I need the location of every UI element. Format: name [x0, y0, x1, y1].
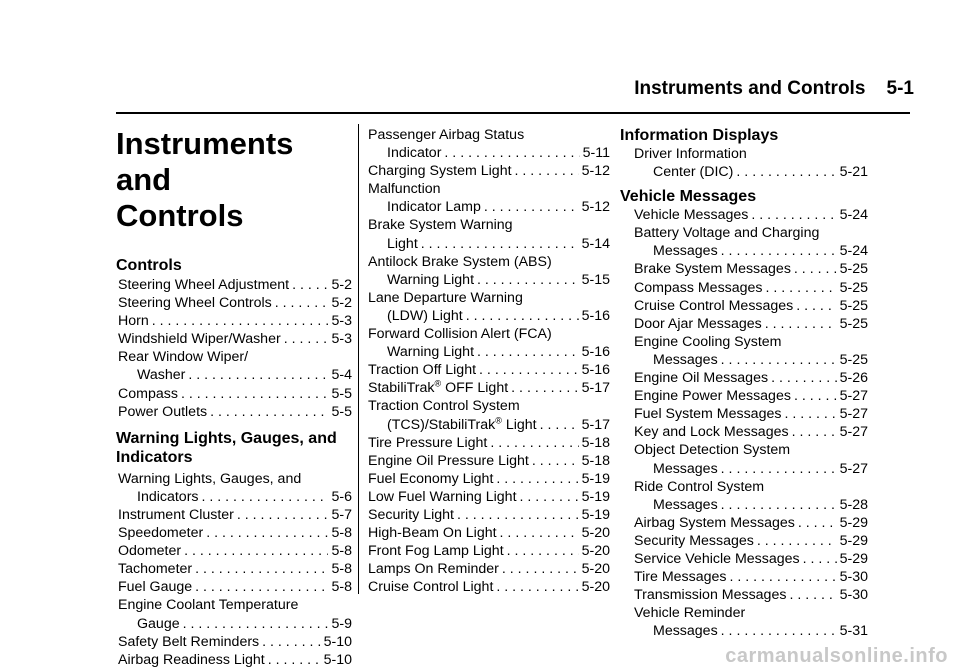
toc-page-number: 5-25	[839, 351, 868, 368]
toc-page-number: 5-17	[581, 380, 610, 397]
toc-page-number: 5-31	[839, 623, 868, 640]
toc-entry[interactable]	[368, 434, 610, 452]
toc-page-number: 5-17	[581, 416, 610, 433]
dot-leader	[757, 532, 837, 550]
toc-entry-text: Gauge	[137, 615, 180, 632]
toc-entry[interactable]	[368, 524, 610, 542]
toc-entry-text: Steering Wheel Adjustment	[118, 277, 290, 293]
toc-entry-text: Low Fuel Warning Light	[368, 488, 517, 505]
toc-entry-text: Security Light	[368, 506, 454, 523]
toc-page-number: 5-7	[331, 506, 352, 523]
toc-page-number: 5-27	[839, 388, 868, 405]
toc-entry-line: Vehicle Reminder	[634, 605, 746, 622]
toc-page-number: 5-25	[839, 261, 868, 278]
dot-leader	[796, 297, 836, 315]
toc-entry-line: Battery Voltage and Charging	[634, 225, 820, 242]
toc-page-number: 5-8	[331, 579, 352, 596]
toc-page-number: 5-28	[839, 496, 868, 513]
dot-leader	[183, 615, 329, 633]
toc-entry-line: Object Detection System	[634, 442, 791, 459]
toc-entry-text: Safety Belt Reminders	[118, 633, 260, 650]
toc-entry[interactable]	[368, 560, 610, 578]
toc-entry[interactable]	[118, 330, 352, 348]
toc-page-number: 5-29	[839, 514, 868, 531]
toc-column-1	[116, 126, 352, 669]
dot-leader	[181, 385, 329, 403]
dot-leader	[490, 434, 578, 452]
toc-entry[interactable]	[118, 578, 352, 596]
toc-page-number: 5-6	[331, 488, 352, 505]
toc-entry-text: Lamps On Reminder	[368, 561, 499, 578]
toc-entry-text: Vehicle Messages	[634, 207, 749, 224]
dot-leader	[507, 542, 579, 560]
toc-entry-text: Front Fog Lamp Light	[368, 543, 504, 560]
toc-entry-line: Brake System Warning	[368, 217, 513, 234]
toc-entry[interactable]	[634, 242, 868, 260]
toc-entry-text: Fuel System Messages	[634, 406, 782, 423]
toc-entry[interactable]	[118, 615, 352, 633]
toc-entry-text: Service Vehicle Messages	[634, 550, 800, 567]
toc-entry[interactable]	[118, 488, 352, 506]
toc-entry-text: Speedometer	[118, 525, 204, 542]
dot-leader	[532, 452, 579, 470]
toc-entry[interactable]	[634, 622, 868, 640]
toc-entry[interactable]	[368, 198, 610, 216]
toc-entry[interactable]	[118, 651, 352, 669]
dot-leader	[789, 586, 836, 604]
dot-leader	[188, 366, 328, 384]
toc-page-number: 5-16	[581, 307, 610, 324]
section-heading-vehicle-messages: Vehicle Messages	[620, 188, 757, 206]
toc-entry-text: Cruise Control Light	[368, 579, 494, 596]
toc-entry-text: Messages	[653, 460, 718, 477]
registered-mark: ®	[495, 414, 502, 425]
toc-entry-line: Forward Collision Alert (FCA)	[368, 326, 552, 343]
toc-entry[interactable]	[118, 506, 352, 524]
toc-page-number: 5-21	[839, 164, 868, 181]
section-title: Instruments and Controls	[634, 78, 866, 99]
toc-entry-text: Tire Messages	[634, 569, 727, 586]
toc-entry-text: StabiliTrak® OFF Light	[368, 378, 509, 397]
toc-entry[interactable]	[118, 403, 352, 421]
dot-leader	[152, 312, 329, 330]
toc-entry-line: Malfunction	[368, 181, 441, 198]
toc-entry[interactable]	[634, 206, 868, 224]
chapter-title: Instruments and Controls	[116, 126, 294, 233]
toc-entry[interactable]	[634, 405, 868, 423]
toc-entry-line: Engine Cooling System	[634, 333, 782, 350]
toc-page-number: 5-20	[581, 543, 610, 560]
info-entries	[620, 145, 868, 181]
dot-leader	[794, 387, 837, 405]
toc-entry-text: Brake System Messages	[634, 261, 791, 278]
toc-entry-text: Airbag Readiness Light	[118, 651, 265, 668]
toc-entry[interactable]	[118, 524, 352, 542]
toc-entry-text: Power Outlets	[118, 403, 208, 420]
toc-page-number: 5-19	[581, 470, 610, 487]
toc-entry[interactable]	[368, 578, 610, 596]
toc-entry[interactable]	[634, 279, 868, 297]
toc-entry[interactable]	[634, 387, 868, 405]
controls-entries	[116, 276, 352, 421]
toc-page-number: 5-16	[581, 362, 610, 379]
toc-entry[interactable]	[118, 294, 352, 312]
section-heading-warning-line2: Indicators	[116, 448, 193, 466]
dot-leader	[751, 206, 836, 224]
toc-entry-text: Engine Oil Messages	[634, 370, 769, 387]
toc-entry-text: Tachometer	[118, 561, 193, 578]
page-header	[0, 78, 960, 108]
toc-page-number: 5-16	[581, 344, 610, 361]
toc-entry-text: Instrument Cluster	[118, 506, 234, 523]
toc-entry-text: Engine Oil Pressure Light	[368, 452, 529, 469]
toc-page-number: 5-5	[331, 385, 352, 402]
toc-page-number: 5-24	[839, 243, 868, 260]
dot-leader	[292, 276, 328, 294]
section-heading-info-displays: Information Displays	[620, 127, 779, 144]
toc-entry-line: Antilock Brake System (ABS)	[368, 253, 552, 270]
toc-page-number: 5-27	[839, 424, 868, 441]
toc-page-number: 5-12	[581, 199, 610, 216]
toc-page-number: 5-19	[581, 506, 610, 523]
dot-leader	[496, 578, 578, 596]
toc-entry[interactable]	[118, 385, 352, 403]
toc-page-number: 5-26	[839, 370, 868, 387]
dot-leader	[766, 279, 837, 297]
toc-entry[interactable]	[118, 312, 352, 330]
toc-entry-line: Ride Control System	[634, 478, 765, 495]
toc-entry-text: Messages	[653, 496, 718, 513]
toc-page-number: 5-20	[581, 561, 610, 578]
toc-page-number: 5-5	[331, 403, 352, 420]
toc-entry[interactable]	[634, 496, 868, 514]
toc-entry-text: Cruise Control Messages	[634, 297, 794, 314]
toc-entry[interactable]	[368, 271, 610, 289]
toc-page-number: 5-4	[331, 367, 352, 384]
watermark: carmanualsonline.info	[725, 645, 948, 667]
toc-page-number: 5-10	[323, 651, 352, 668]
toc-page-number: 5-2	[331, 295, 352, 312]
toc-page-number: 5-29	[839, 550, 868, 567]
dot-leader	[730, 568, 837, 586]
dot-leader	[466, 307, 579, 325]
dot-leader	[477, 271, 579, 289]
dot-leader	[771, 369, 837, 387]
toc-entry[interactable]	[634, 260, 868, 278]
dot-leader	[496, 470, 578, 488]
toc-page-number: 5-15	[581, 271, 610, 288]
toc-page-number: 5-10	[323, 633, 352, 650]
toc-entry-text: Light	[387, 235, 418, 252]
column-divider	[358, 124, 359, 594]
toc-entry-line: Engine Coolant Temperature	[118, 597, 299, 614]
toc-entry[interactable]	[368, 162, 610, 180]
toc-entry[interactable]	[634, 423, 868, 441]
dot-leader	[721, 351, 837, 369]
toc-entry[interactable]	[368, 235, 610, 253]
toc-entry-text: Messages	[653, 623, 718, 640]
dot-leader	[262, 633, 320, 651]
toc-entry-text: Compass Messages	[634, 279, 763, 296]
toc-entry[interactable]	[634, 460, 868, 478]
toc-entry[interactable]	[368, 343, 610, 361]
dot-leader	[721, 622, 837, 640]
toc-entry[interactable]	[368, 542, 610, 560]
toc-entry[interactable]	[634, 568, 868, 586]
toc-entry-text: Warning Light	[387, 344, 475, 361]
dot-leader	[195, 578, 328, 596]
dot-leader	[511, 379, 578, 397]
toc-page-number: 5-18	[581, 434, 610, 451]
dot-leader	[721, 460, 837, 478]
toc-page-number: 5-8	[331, 561, 352, 578]
dot-leader	[477, 343, 579, 361]
dot-leader	[794, 260, 837, 278]
toc-entry-text: Traction Off Light	[368, 362, 477, 379]
section-heading-warning	[116, 429, 352, 467]
toc-page-number: 5-2	[331, 277, 352, 293]
page-number: 5-1	[886, 78, 914, 99]
toc-page-number: 5-24	[839, 207, 868, 224]
toc-entry[interactable]	[118, 542, 352, 560]
toc-page-number: 5-30	[839, 569, 868, 586]
dot-leader	[484, 198, 579, 216]
dot-leader	[268, 651, 321, 669]
toc-entry[interactable]	[368, 144, 610, 162]
toc-entry-text: Odometer	[118, 543, 182, 560]
dot-leader	[721, 242, 837, 260]
toc-entry-text: (LDW) Light	[387, 307, 463, 324]
header-rule	[116, 112, 910, 114]
toc-page-number: 5-8	[331, 543, 352, 560]
toc-entry-text: Messages	[653, 243, 718, 260]
toc-entry[interactable]	[368, 506, 610, 524]
toc-entry[interactable]	[634, 315, 868, 333]
toc-page-number: 5-25	[839, 315, 868, 332]
toc-entry-text: Center (DIC)	[653, 164, 734, 181]
toc-entry[interactable]	[634, 514, 868, 532]
dot-leader	[803, 550, 837, 568]
dot-leader	[421, 235, 579, 253]
dot-leader	[784, 405, 836, 423]
toc-entry-line: Lane Departure Warning	[368, 289, 523, 306]
dot-leader	[479, 361, 579, 379]
toc-entry[interactable]	[368, 416, 610, 434]
toc-entry-text: Compass	[118, 385, 178, 402]
toc-entry[interactable]	[634, 550, 868, 568]
registered-mark: ®	[434, 378, 442, 389]
toc-entry-text: Fuel Economy Light	[368, 470, 494, 487]
dot-leader	[202, 488, 329, 506]
toc-entry-text: Door Ajar Messages	[634, 315, 762, 332]
toc-page-number: 5-27	[839, 406, 868, 423]
dot-leader	[210, 403, 328, 421]
toc-entry-text: Messages	[653, 351, 718, 368]
toc-entry[interactable]	[634, 163, 868, 181]
dot-leader	[540, 416, 579, 434]
toc-entry-line: Rear Window Wiper/	[118, 349, 249, 366]
toc-entry[interactable]	[634, 586, 868, 604]
toc-entry-text: Steering Wheel Controls	[118, 295, 272, 312]
toc-entry-line: Warning Lights, Gauges, and	[118, 470, 302, 487]
toc-page-number: 5-27	[839, 460, 868, 477]
toc-page-number: 5-30	[839, 587, 868, 604]
toc-entry[interactable]	[634, 369, 868, 387]
toc-page-number: 5-3	[331, 331, 352, 348]
toc-entry-text: Engine Power Messages	[634, 388, 791, 405]
toc-entry-text: Transmission Messages	[634, 587, 787, 604]
toc-page-number: 5-19	[581, 488, 610, 505]
toc-entry-line: Passenger Airbag Status	[368, 127, 525, 143]
toc-entry-text: Tire Pressure Light	[368, 434, 488, 451]
toc-page-number: 5-20	[581, 579, 610, 596]
toc-entry[interactable]	[368, 307, 610, 325]
toc-entry[interactable]	[634, 532, 868, 550]
dot-leader	[457, 506, 579, 524]
dot-leader	[206, 524, 328, 542]
toc-entry-text: Warning Light	[387, 271, 475, 288]
toc-page-number: 5-18	[581, 452, 610, 469]
toc-page-number: 5-14	[581, 235, 610, 252]
toc-entry[interactable]	[368, 488, 610, 506]
dot-leader	[502, 560, 579, 578]
dot-leader	[275, 294, 329, 312]
toc-entry[interactable]	[118, 276, 352, 294]
toc-entry[interactable]	[368, 470, 610, 488]
toc-entry-line: Driver Information	[634, 146, 747, 162]
dot-leader	[798, 514, 837, 532]
toc-entry[interactable]	[634, 351, 868, 369]
dot-leader	[195, 560, 328, 578]
dot-leader	[237, 506, 329, 524]
toc-entry-text: Fuel Gauge	[118, 579, 193, 596]
toc-page-number: 5-29	[839, 532, 868, 549]
toc-entry-line: Traction Control System	[368, 398, 520, 415]
dot-leader	[792, 423, 837, 441]
section-heading-controls: Controls	[116, 257, 182, 274]
warning-entries-continued	[366, 126, 610, 596]
dot-leader	[515, 162, 579, 180]
toc-entry-text: Windshield Wiper/Washer	[118, 331, 281, 348]
toc-entry-text: Indicators	[137, 488, 199, 505]
toc-entry-text: Washer	[137, 367, 186, 384]
dot-leader	[520, 488, 579, 506]
dot-leader	[721, 496, 837, 514]
toc-entry[interactable]	[634, 297, 868, 315]
toc-entry-text: Security Messages	[634, 532, 754, 549]
toc-entry-text: (TCS)/StabiliTrak® Light	[387, 414, 537, 433]
toc-page-number: 5-11	[582, 145, 610, 162]
toc-entry-text: Charging System Light	[368, 163, 512, 180]
dot-leader	[184, 542, 328, 560]
toc-entry-text: Indicator	[387, 145, 442, 162]
toc-page-number: 5-25	[839, 279, 868, 296]
toc-entry[interactable]	[118, 366, 352, 384]
vehicle-entries	[620, 206, 868, 640]
toc-entry-text: Indicator Lamp	[387, 199, 481, 216]
warning-entries	[116, 470, 352, 669]
toc-entry-text: Horn	[118, 313, 149, 330]
toc-entry[interactable]	[118, 560, 352, 578]
toc-entry[interactable]	[118, 633, 352, 651]
toc-entry[interactable]	[368, 361, 610, 379]
toc-page-number: 5-12	[581, 163, 610, 180]
dot-leader	[765, 315, 837, 333]
toc-column-2	[366, 126, 610, 596]
toc-entry-text: Key and Lock Messages	[634, 424, 789, 441]
dot-leader	[736, 163, 836, 181]
toc-page-number: 5-8	[331, 525, 352, 542]
header-title	[634, 78, 914, 100]
toc-page-number: 5-9	[331, 615, 352, 632]
toc-column-3	[620, 126, 868, 640]
section-heading-warning-line1: Warning Lights, Gauges, and	[116, 429, 337, 447]
toc-page-number: 5-25	[839, 297, 868, 314]
toc-entry-text: High-Beam On Light	[368, 525, 497, 542]
dot-leader	[284, 330, 329, 348]
toc-entry[interactable]	[368, 379, 610, 397]
toc-page-number: 5-3	[331, 313, 352, 330]
dot-leader	[500, 524, 579, 542]
toc-page-number: 5-20	[581, 525, 610, 542]
toc-entry[interactable]	[368, 452, 610, 470]
toc-entry-text: Airbag System Messages	[634, 514, 795, 531]
dot-leader	[444, 144, 579, 162]
